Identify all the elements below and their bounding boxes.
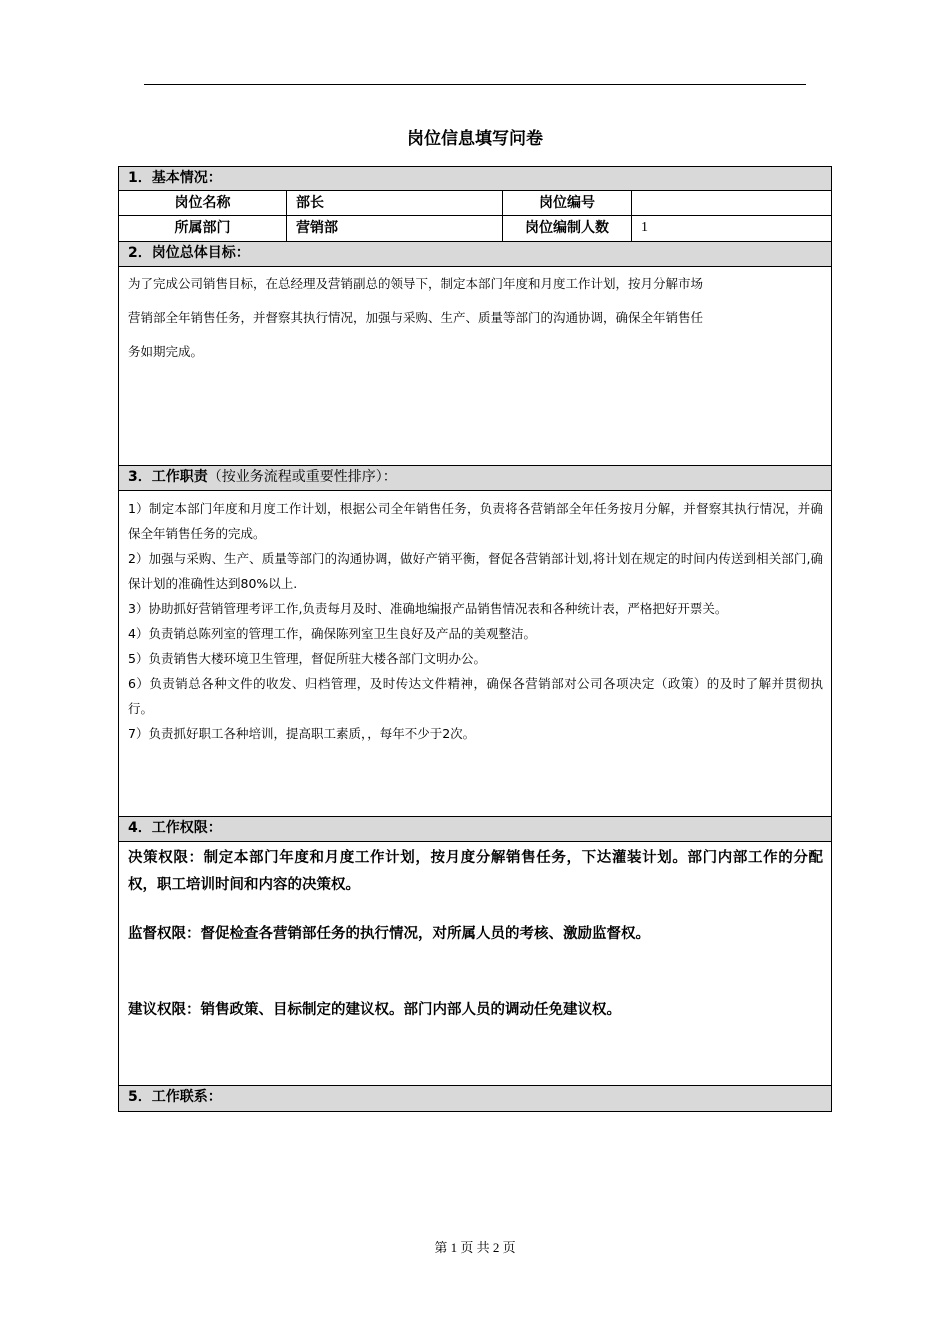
duty-item: 7）负责抓好职工各种培训，提高职工素质，，每年不少于2次。 <box>128 726 476 741</box>
header-rule <box>144 84 806 85</box>
goal-line: 为了完成公司销售目标，在总经理及营销副总的领导下，制定本部门年度和月度工作计划，按月分解市场 <box>128 276 704 291</box>
duty-item: 5）负责销售大楼环境卫生管理，督促所驻大楼各部门文明办公。 <box>128 651 486 666</box>
department-label: 所属部门 <box>174 220 231 236</box>
section-goal-heading: 2．岗位总体目标： <box>119 242 831 267</box>
authority-body <box>119 842 831 1086</box>
suggestion-authority: 建议权限：销售政策、目标制定的建议权。部门内部人员的调动任免建议权。 <box>128 1002 621 1018</box>
position-name-label: 岗位名称 <box>174 195 231 211</box>
duties-heading-note: （按业务流程或重要性排序）： <box>207 469 397 485</box>
duties-heading-label: 3．工作职责 <box>128 469 208 485</box>
document-title: 岗位信息填写问卷 <box>407 129 543 149</box>
section-authority-heading: 4．工作权限： <box>119 817 831 842</box>
duty-item: 4）负责销总陈列室的管理工作，确保陈列室卫生良好及产品的美观整洁。 <box>128 626 536 641</box>
position-name-value: 部长 <box>286 191 502 215</box>
page-footer: 第 1 页 共 2 页 <box>434 1240 516 1255</box>
duties-body <box>119 491 831 817</box>
goal-body <box>119 267 831 466</box>
position-code-value <box>631 191 831 215</box>
headcount-label: 岗位编制人数 <box>502 216 631 241</box>
duty-item: 2）加强与采购、生产、质量等部门的沟通协调，做好产销平衡，督促各营销部计划,将计划在规定的时间内传送到相关部门,确保计划的准确性达到80%以上. <box>128 551 823 591</box>
position-code-label: 岗位编号 <box>502 191 631 215</box>
section-duties-heading <box>119 466 831 491</box>
decision-authority: 决策权限：制定本部门年度和月度工作计划，按月度分解销售任务，下达灌装计划。部门内部工作的分配权，职工培训时间和内容的决策权。 <box>128 850 823 893</box>
headcount-value: 1 <box>631 216 831 241</box>
basic-row-1 <box>119 191 831 216</box>
section-contacts-heading: 5．工作联系： <box>119 1086 831 1111</box>
supervision-authority: 监督权限：督促检查各营销部任务的执行情况，对所属人员的考核、激励监督权。 <box>128 926 650 942</box>
department-value: 营销部 <box>286 216 502 241</box>
goal-line: 营销部全年销售任务，并督察其执行情况，加强与采购、生产、质量等部门的沟通协调，确保全年销售任 <box>128 310 704 325</box>
basic-row-2 <box>119 216 831 242</box>
questionnaire-table <box>118 166 832 1112</box>
duty-item: 1）制定本部门年度和月度工作计划，根据公司全年销售任务，负责将各营销部全年任务按月分解，并督察其执行情况，并确保全年销售任务的完成。 <box>128 501 823 541</box>
duty-item: 3）协助抓好营销管理考评工作,负责每月及时、准确地编报产品销售情况表和各种统计表，严格把好开票关。 <box>128 601 728 616</box>
section-basic-heading: 1．基本情况： <box>119 167 831 191</box>
goal-line: 务如期完成。 <box>128 344 204 359</box>
duty-item: 6）负责销总各种文件的收发、归档管理，及时传达文件精神，确保各营销部对公司各项决定（政策）的及时了解并贯彻执行。 <box>128 676 823 716</box>
